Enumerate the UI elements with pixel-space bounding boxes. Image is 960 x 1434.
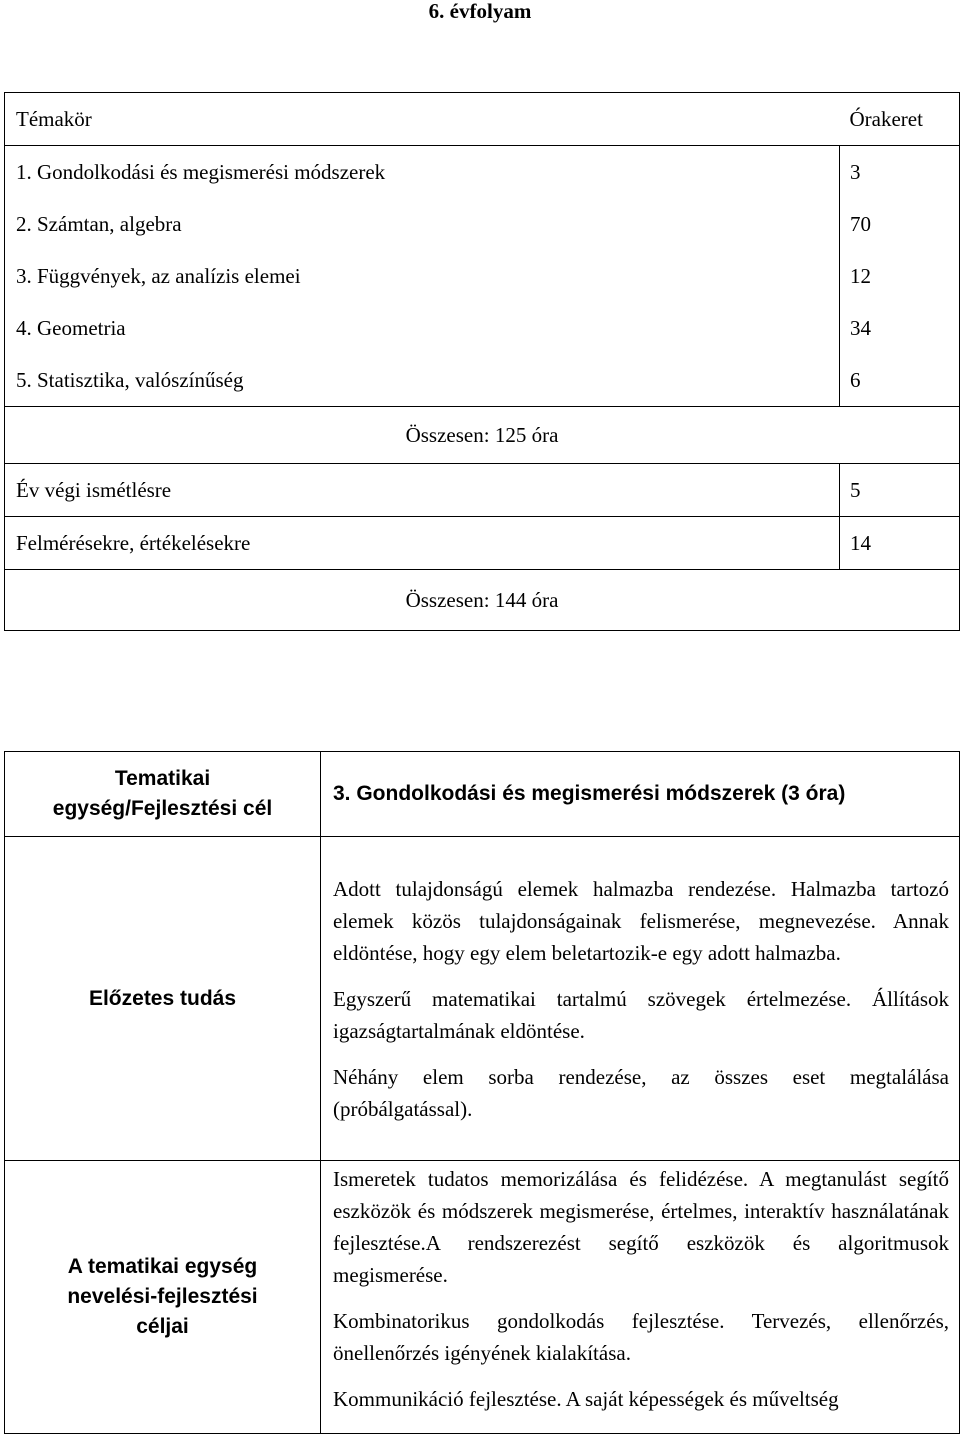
subtotal-row — [5, 407, 960, 464]
goals-content — [321, 1161, 960, 1434]
topic-name: 5. Statisztika, valószínűség — [5, 354, 840, 407]
prior-knowledge-row — [5, 837, 960, 1161]
prior-paragraph: Adott tulajdonságú elemek halmazba rendezése. Halmazba tartozó elemek közös tulajdonságainak felismerése, megnevezése. Annak eldöntése, hogy egy elem beletartozik-e egy adott halmazba. — [333, 876, 949, 965]
topic-name: 4. Geometria — [5, 302, 840, 354]
topic-name: 3. Függvények, az analízis elemei — [5, 250, 840, 302]
subtotal-label: Összesen: 125 óra — [5, 407, 960, 464]
extra-name: Felmérésekre, értékelésekre — [5, 517, 840, 570]
hours-table — [4, 92, 960, 631]
prior-knowledge-content — [321, 837, 960, 1161]
topic-hours: 34 — [840, 302, 960, 354]
unit-title: 3. Gondolkodási és megismerési módszerek (3 óra) — [321, 752, 960, 837]
topic-hours: 6 — [840, 354, 960, 407]
extra-hours: 5 — [840, 464, 960, 517]
goals-paragraph: Kommunikáció fejlesztése. A saját képességek és műveltség — [333, 1387, 839, 1411]
topic-row — [5, 354, 960, 407]
hours-table-header — [5, 93, 960, 146]
unit-label: Tematikai egység/Fejlesztési cél — [5, 752, 321, 837]
topic-hours: 3 — [840, 146, 960, 199]
prior-paragraph: Néhány elem sorba rendezése, az összes eset megtalálása (próbálgatással). — [333, 1064, 949, 1121]
header-hours: Órakeret — [840, 93, 960, 146]
topic-name: 2. Számtan, algebra — [5, 198, 840, 250]
topic-hours: 12 — [840, 250, 960, 302]
total-row — [5, 570, 960, 631]
prior-paragraph: Egyszerű matematikai tartalmú szövegek értelmezése. Állítások igazságtartalmának eldöntése. — [333, 986, 949, 1043]
unit-title-row — [5, 752, 960, 837]
extra-row — [5, 464, 960, 517]
goals-paragraph: Kombinatorikus gondolkodás fejlesztése. Tervezés, ellenőrzés, önellenőrzés igényének kialakítása. — [333, 1309, 949, 1365]
extra-hours: 14 — [840, 517, 960, 570]
header-topic: Témakör — [5, 93, 840, 146]
topic-row — [5, 250, 960, 302]
extra-name: Év végi ismétlésre — [5, 464, 840, 517]
total-label: Összesen: 144 óra — [5, 570, 960, 631]
unit-table — [4, 751, 960, 1434]
topic-name: 1. Gondolkodási és megismerési módszerek — [5, 146, 840, 199]
goals-row — [5, 1161, 960, 1434]
topic-hours: 70 — [840, 198, 960, 250]
goals-paragraph: Ismeretek tudatos memorizálása és felidézése. A megtanulást segítő eszközök és módszerek megismerése, értelmes, interaktív használatának fejlesztése.A rendszerezést segítő eszközök és algoritmusok megismerése. — [333, 1167, 949, 1287]
extra-row — [5, 517, 960, 570]
topic-row — [5, 146, 960, 199]
topic-row — [5, 198, 960, 250]
prior-knowledge-label: Előzetes tudás — [5, 837, 321, 1161]
goals-label: A tematikai egység nevelési-fejlesztési céljai — [5, 1161, 321, 1434]
grade-title: 6. évfolyam — [428, 0, 532, 23]
topic-row — [5, 302, 960, 354]
